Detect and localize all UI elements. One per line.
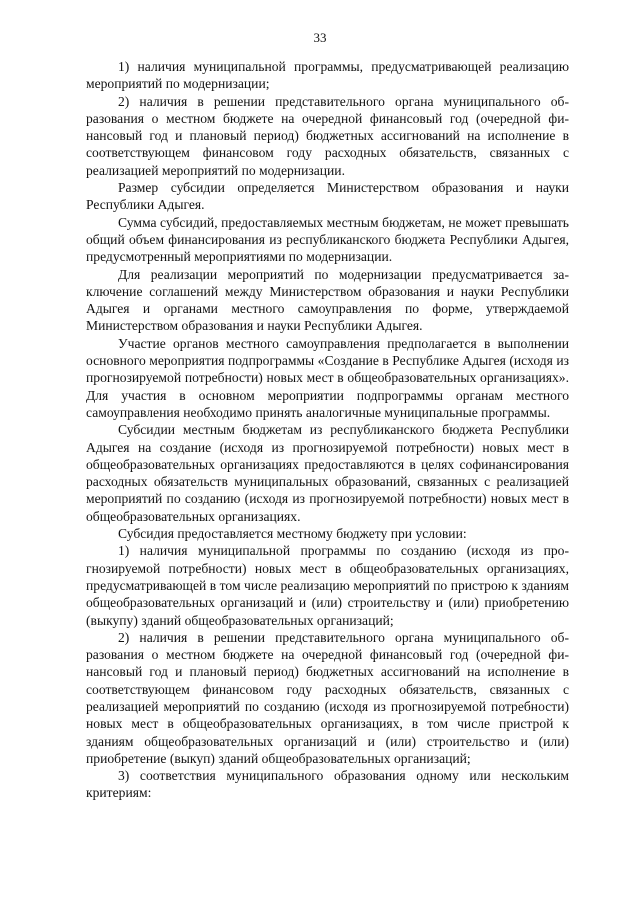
page-number: 33 xyxy=(313,30,327,45)
document-body xyxy=(86,58,569,802)
paragraph: 2) наличия в решении представительного органа муниципального образования о местном бюджете на очередной финансовый год (очередной финансовый год и плановый период) бюджетных ассигнований на исполнение в соответствующем финансовом году расходных обязательств, связанных с реализацией мероприятий по созданию (исходя из прогнозируемой потребности) новых мест в общеобразовательных организациях, в том числе пристрой к зданиям общеобразовательных организаций и (или) строительство и (или) приобретение (выкуп) зданий общеобразовательных организаций; xyxy=(86,629,569,766)
paragraph: Участие органов местного самоуправления предполагается в выполнении основного мероприятия подпрограммы «Создание в Республике Адыгея (исходя из прогнозируемой потребности) новых мест в общеобразовательных организациях». Для участия в основном мероприятии подпрограммы органам местного самоуправления необходимо принять аналогичные муниципальные программы. xyxy=(86,335,569,420)
paragraph: Для реализации мероприятий по модернизации предусматривается заключение соглашений между Министерством образования и науки Республики Адыгея и органами местного самоуправления по форме, утверждаемой Министерством образования и науки Республики Адыгея. xyxy=(86,266,569,334)
paragraph: Сумма субсидий, предоставляемых местным бюджетам, не может превышать общий объем финансирования из республиканского бюджета Республики Адыгея, предусмотренный мероприятиями по модернизации. xyxy=(86,214,569,265)
paragraph: Субсидии местным бюджетам из республиканского бюджета Республики Адыгея на создание (исходя из прогнозируемой потребности) новых мест в общеобразовательных организациях предоставляются в целях софинансирования расходных обязательств муниципальных образований, связанных с реализацией мероприятий по созданию (исходя из прогнозируемой потребности) новых мест в общеобразовательных организациях. xyxy=(86,422,569,524)
paragraph: Размер субсидии определяется Министерством образования и науки Республики Адыгея. xyxy=(86,180,569,213)
paragraph: Субсидия предоставляется местному бюджету при условии: xyxy=(118,526,467,542)
paragraph: 1) наличия муниципальной программы по созданию (исходя из прогнозируемой потребности) новых мест в общеобразовательных организациях, предусматривающей в том числе реализацию мероприятий по пристрою к зданиям общеобразовательных организаций и (или) строительству и (или) приобретению (выкупу) зданий общеобразовательных организаций; xyxy=(86,543,569,628)
paragraph: 3) соответствия муниципального образования одному или нескольким критериям: xyxy=(86,768,569,801)
paragraph: 2) наличия в решении представительного органа муниципального образования о местном бюджете на очередной финансовый год (очередной финансовый год и плановый период) бюджетных ассигнований на исполнение в соответствующем финансовом году расходных обязательств, связанных с реализацией мероприятий по модернизации. xyxy=(86,93,569,178)
paragraph: 1) наличия муниципальной программы, предусматривающей реализацию мероприятий по модернизации; xyxy=(86,59,569,92)
